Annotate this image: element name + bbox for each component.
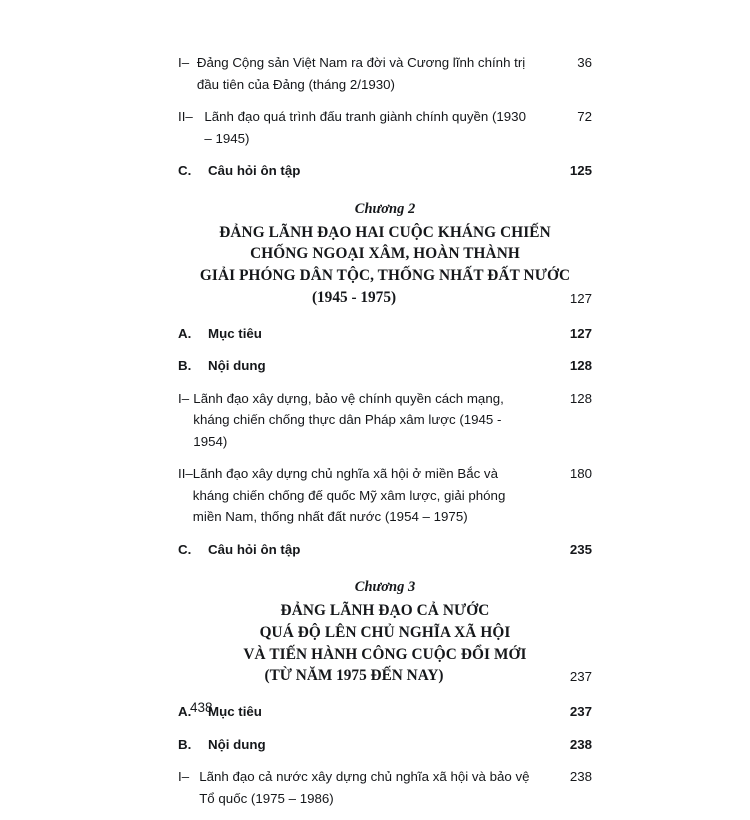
toc-entry-label: C. — [178, 163, 192, 179]
toc-entry-text: Câu hỏi ôn tập — [208, 541, 301, 557]
toc-entry — [178, 160, 592, 182]
toc-entry — [178, 701, 592, 723]
toc-entry — [178, 539, 592, 561]
toc-entry-label: I– — [178, 769, 190, 785]
toc-entry-text: Mục tiêu — [208, 704, 262, 720]
toc-entry — [178, 766, 592, 809]
chapter-3-label: Chương 3 — [354, 579, 416, 596]
toc-entry-label: I– — [178, 55, 190, 70]
chapter-3-title-line: QUÁ ĐỘ LÊN CHỦ NGHĨA XÃ HỘI — [259, 624, 511, 642]
chapter-2-label: Chương 2 — [354, 200, 416, 217]
toc-entry — [178, 388, 592, 453]
toc-entry — [178, 323, 592, 345]
toc-entry-text: Đảng Cộng sản Việt Nam ra đời và Cương lĩnh chính trị đầu tiên của Đảng (tháng 2/1930) — [196, 55, 526, 92]
toc-entry-page: 127 — [569, 325, 592, 341]
toc-entry-text: Mục tiêu — [208, 325, 262, 341]
toc-entry — [178, 355, 592, 377]
toc-entry-page: 128 — [569, 358, 592, 374]
toc-entry-text: Lãnh đạo quá trình đấu tranh giành chính quyền (1930 – 1945) — [204, 109, 526, 146]
toc-entry-label: A. — [178, 325, 192, 341]
toc-entry-page: 238 — [569, 736, 592, 752]
chapter-2-page: 127 — [569, 290, 592, 306]
toc-entry — [178, 106, 592, 149]
toc-entry-page: 180 — [569, 466, 592, 482]
toc-entry-page: 36 — [577, 55, 592, 70]
chapter-3-title — [178, 600, 592, 665]
toc-entry — [178, 463, 592, 528]
toc-entry-text: Nội dung — [208, 736, 266, 752]
toc-entry-page: 72 — [577, 109, 592, 125]
chapter-3-title-line: VÀ TIẾN HÀNH CÔNG CUỘC ĐỔI MỚI — [243, 645, 527, 663]
toc-entry-text: Lãnh đạo xây dựng chủ nghĩa xã hội ở miền Bắc và kháng chiến chống đế quốc Mỹ xâm lược, giải phóng miền Nam, thống nhất đất nước (1954 – 1975) — [192, 466, 506, 525]
page-folio: 438 — [190, 700, 213, 715]
chapter-3-page: 237 — [569, 669, 592, 685]
toc-entry-label: II– — [178, 466, 193, 482]
toc-entry-page: 125 — [569, 163, 592, 179]
toc-entry-text: Lãnh đạo xây dựng, bảo vệ chính quyền cách mạng, kháng chiến chống thực dân Pháp xâm lược (1945 - 1954) — [193, 390, 504, 449]
toc-entry-label: B. — [178, 736, 192, 752]
toc-entry-page: 237 — [569, 704, 592, 720]
chapter-2-years-row — [178, 287, 592, 309]
toc-entry-label: C. — [178, 541, 192, 557]
chapter-3-years: (TỪ NĂM 1975 ĐẾN NAY) — [264, 667, 444, 685]
chapter-3-title-line: ĐẢNG LÃNH ĐẠO CẢ NƯỚC — [280, 602, 490, 620]
chapter-2-title-line: CHỐNG NGOẠI XÂM, HOÀN THÀNH — [250, 245, 520, 263]
toc-entry-label: II– — [178, 109, 193, 125]
toc-entry-page: 128 — [569, 390, 592, 406]
table-of-contents — [178, 52, 592, 820]
toc-entry-page: 238 — [569, 769, 592, 785]
chapter-2-title — [178, 222, 592, 287]
toc-entry-text: Câu hỏi ôn tập — [208, 163, 301, 179]
toc-entry-label: A. — [178, 704, 192, 720]
chapter-3-years-row — [178, 665, 592, 687]
toc-entry-text: Nội dung — [208, 358, 266, 374]
chapter-2-title-line: ĐẢNG LÃNH ĐẠO HAI CUỘC KHÁNG CHIẾN — [219, 223, 551, 241]
toc-entry-label: B. — [178, 358, 192, 374]
toc-entry — [178, 734, 592, 756]
toc-entry — [178, 52, 592, 95]
chapter-2-title-line: GIẢI PHÓNG DÂN TỘC, THỐNG NHẤT ĐẤT NƯỚC — [199, 267, 571, 285]
toc-entry-page: 235 — [569, 541, 592, 557]
toc-entry-label: I– — [178, 390, 190, 406]
toc-entry-text: Lãnh đạo cả nước xây dựng chủ nghĩa xã hội và bảo vệ Tổ quốc (1975 – 1986) — [199, 769, 530, 806]
chapter-3-heading — [178, 579, 592, 687]
chapter-2-years: (1945 - 1975) — [311, 288, 397, 306]
chapter-2-heading — [178, 201, 592, 309]
